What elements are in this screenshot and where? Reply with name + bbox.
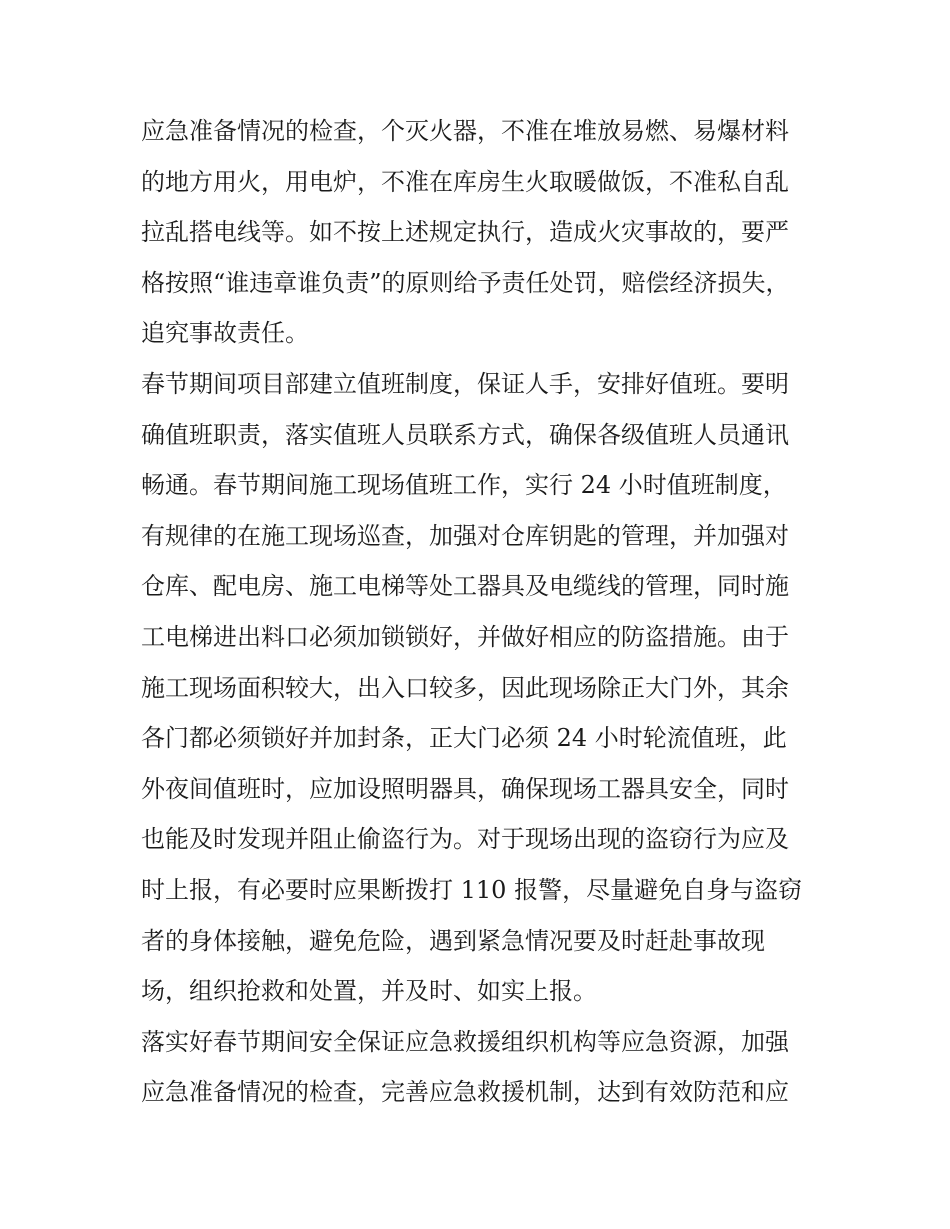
text-line: 拉乱搭电线等。如不按上述规定执行，造成火灾事故的，要严 bbox=[141, 218, 789, 247]
text-line: 也能及时发现并阻止偷盗行为。对于现场出现的盗窃行为应及 bbox=[141, 825, 789, 854]
text-line: 有规律的在施工现场巡查，加强对仓库钥匙的管理，并加强对 bbox=[141, 521, 789, 550]
text-line: 应急准备情况的检查，个灭火器，不准在堆放易燃、易爆材料 bbox=[141, 117, 789, 145]
body-text bbox=[141, 106, 821, 1118]
text-line: 外夜间值班时，应加设照明器具，确保现场工器具安全，同时 bbox=[141, 774, 789, 803]
text-line: 施工现场面积较大，出入口较多，因此现场除正大门外，其余 bbox=[141, 673, 789, 702]
text-line: 仓库、配电房、施工电梯等处工器具及电缆线的管理，同时施 bbox=[141, 572, 789, 601]
text-line: 确值班职责，落实值班人员联系方式，确保各级值班人员通讯 bbox=[141, 420, 789, 449]
text-line: 春节期间项目部建立值班制度，保证人手，安排好值班。要明 bbox=[141, 369, 789, 398]
text-line: 落实好春节期间安全保证应急救援组织机构等应急资源，加强 bbox=[141, 1027, 789, 1056]
text-line: 格按照“谁违章谁负责”的原则给予责任处罚，赔偿经济损失， bbox=[141, 268, 790, 297]
text-line: 畅通。春节期间施工现场值班工作，实行 24 小时值班制度， bbox=[141, 471, 787, 500]
text-line: 场，组织抢救和处置，并及时、如实上报。 bbox=[141, 977, 597, 1006]
text-line: 各门都必须锁好并加封条，正大门必须 24 小时轮流值班，此 bbox=[141, 724, 787, 753]
text-line: 追究事故责任。 bbox=[141, 319, 309, 348]
text-line: 应急准备情况的检查，完善应急救援机制，达到有效防范和应 bbox=[141, 1078, 789, 1107]
text-line: 者的身体接触，避免危险，遇到紧急情况要及时赶赴事故现 bbox=[141, 926, 765, 955]
text-line: 的地方用火，用电炉，不准在库房生火取暖做饭，不准私自乱 bbox=[141, 167, 789, 196]
text-line: 工电梯进出料口必须加锁锁好，并做好相应的防盗措施。由于 bbox=[141, 622, 789, 651]
text-line: 时上报，有必要时应果断拨打 110 报警，尽量避免自身与盗窃 bbox=[141, 875, 803, 904]
